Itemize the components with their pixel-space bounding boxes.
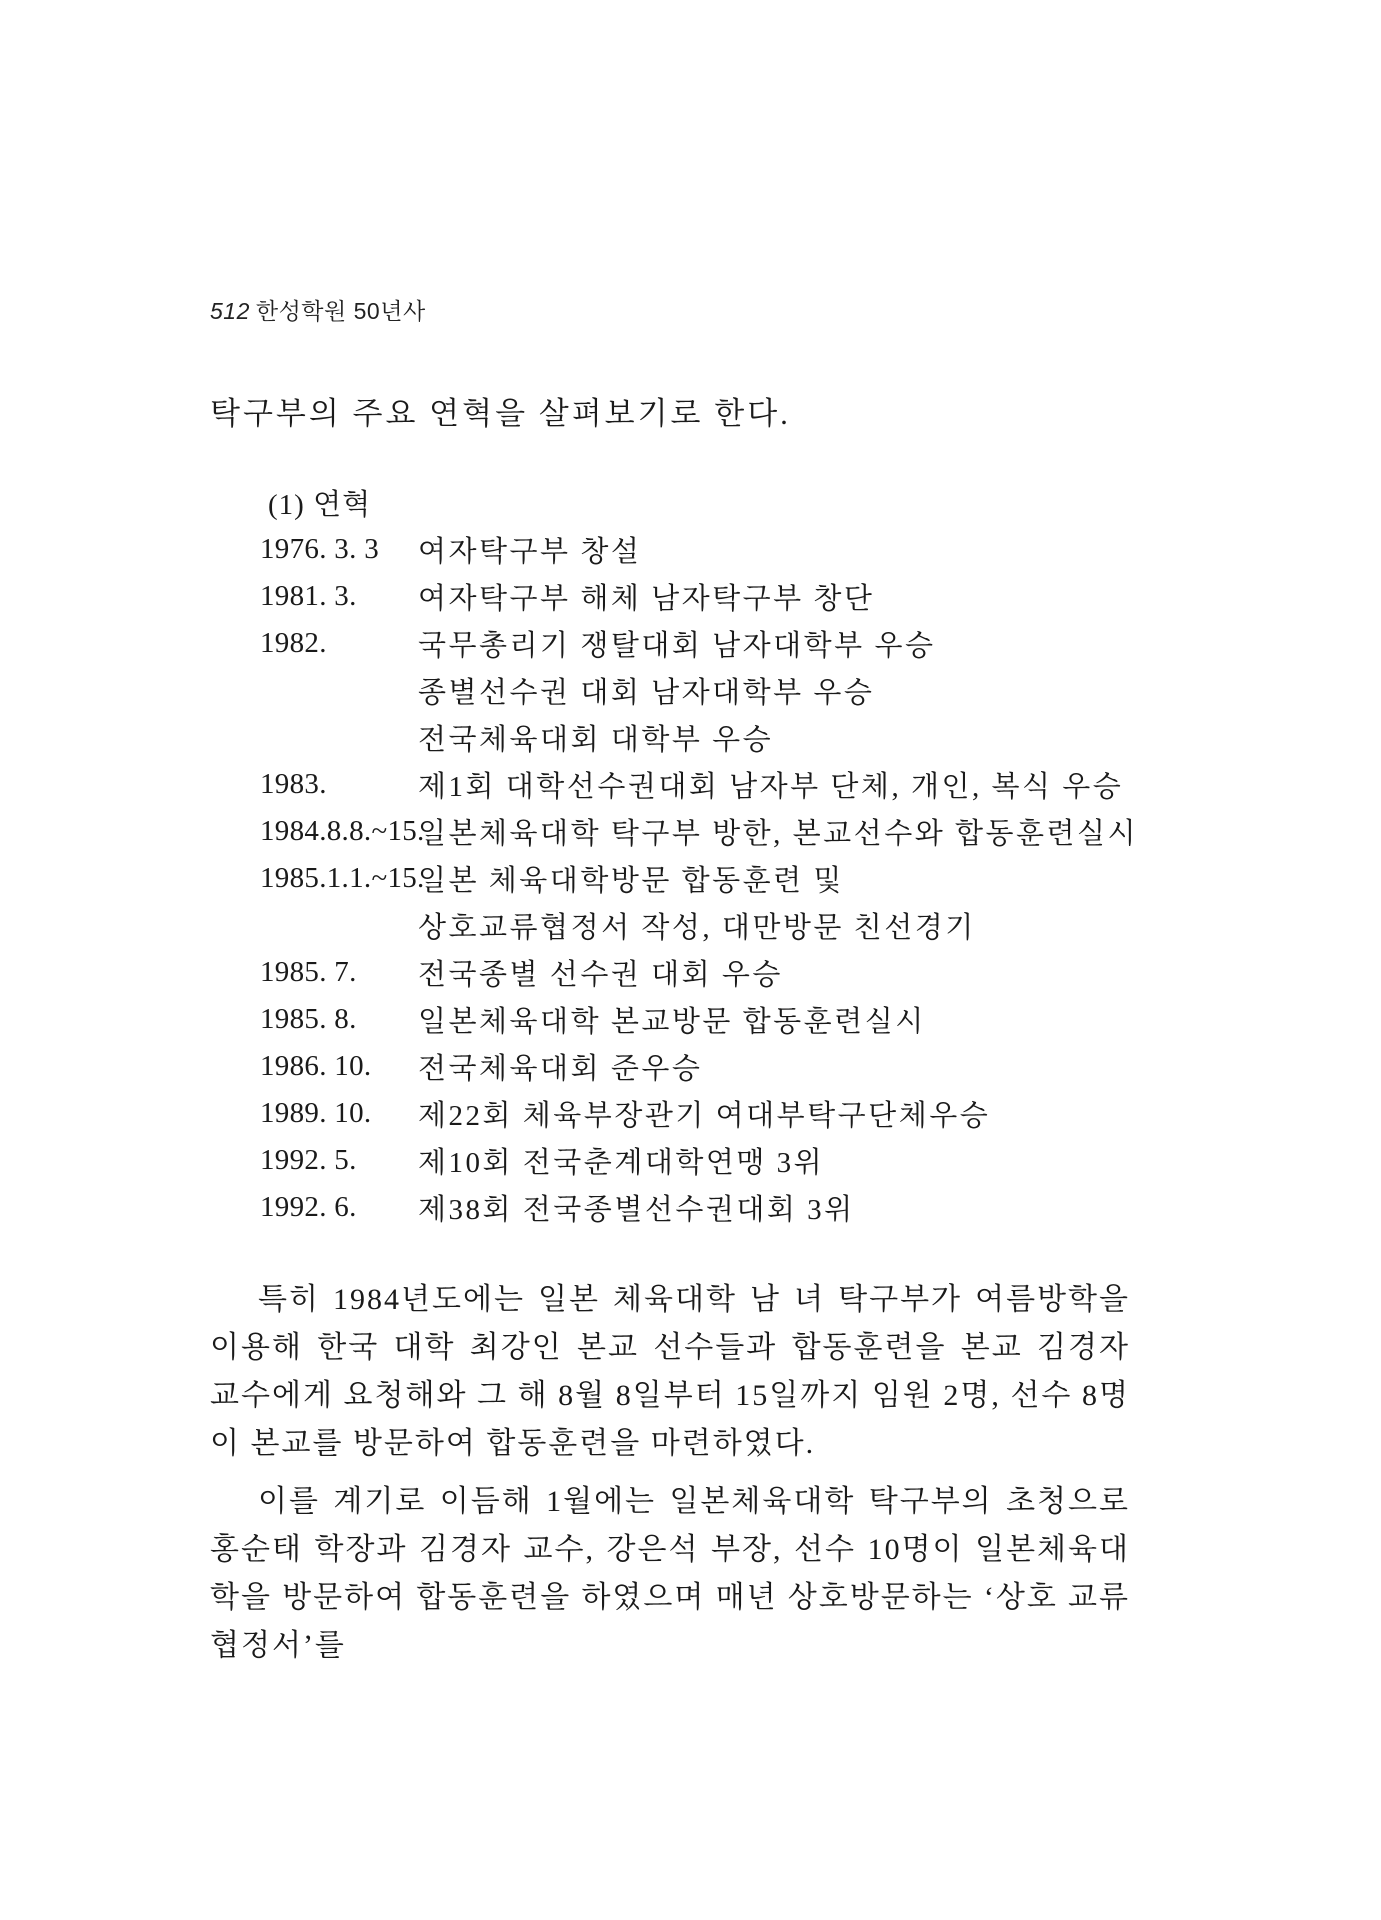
timeline-row xyxy=(260,667,1160,714)
timeline-event: 종별선수권 대회 남자대학부 우승 xyxy=(418,677,875,709)
timeline-row xyxy=(260,573,1160,620)
timeline-date: 1985. 7. xyxy=(260,956,357,988)
timeline-date: 1985.1.1.~15. xyxy=(260,862,425,894)
timeline-row xyxy=(260,620,1160,667)
timeline-row xyxy=(260,902,1160,949)
timeline-date: 1984.8.8.~15. xyxy=(260,815,425,847)
timeline-event: 전국종별 선수권 대회 우승 xyxy=(418,959,783,991)
timeline-date: 1976. 3. 3 xyxy=(260,533,379,565)
timeline-event: 여자탁구부 창설 xyxy=(418,536,642,568)
timeline-row xyxy=(260,855,1160,902)
timeline-event: 전국체육대회 대학부 우승 xyxy=(418,724,774,756)
timeline-event: 제10회 전국춘계대학연맹 3위 xyxy=(418,1147,825,1179)
timeline-date: 1982. xyxy=(260,627,327,659)
intro-sentence: 탁구부의 주요 연혁을 살펴보기로 한다. xyxy=(210,396,791,431)
timeline-row xyxy=(260,1137,1160,1184)
book-title: 한성학원 50년사 xyxy=(255,298,426,324)
timeline-date: 1992. 6. xyxy=(260,1191,357,1223)
timeline-date: 1989. 10. xyxy=(260,1097,372,1129)
timeline-date: 1986. 10. xyxy=(260,1050,372,1082)
timeline-row xyxy=(260,1043,1160,1090)
timeline-row xyxy=(260,949,1160,996)
timeline-row xyxy=(260,1090,1160,1137)
timeline-row xyxy=(260,808,1160,855)
timeline-event: 제22회 체육부장관기 여대부탁구단체우승 xyxy=(418,1100,991,1132)
timeline-event: 일본 체육대학방문 합동훈련 및 xyxy=(418,865,844,897)
body-text xyxy=(210,1276,1130,1680)
timeline-event: 일본체육대학 본교방문 합동훈련실시 xyxy=(418,1006,926,1038)
timeline-row xyxy=(260,526,1160,573)
timeline-event: 상호교류협정서 작성, 대만방문 친선경기 xyxy=(418,912,976,944)
timeline-row xyxy=(260,1184,1160,1231)
timeline-row xyxy=(260,761,1160,808)
paragraph: 이를 계기로 이듬해 1월에는 일본체육대학 탁구부의 초청으로 홍순태 학장과 김경자 교수, 강은석 부장, 선수 10명이 일본체육대학을 방문하여 합동훈련을 하였으며 매년 상호방문하는 ‘상호 교류 협정서’를 xyxy=(210,1485,1130,1662)
section-heading: (1) 연혁 xyxy=(268,489,372,521)
timeline-date: 1981. 3. xyxy=(260,580,357,612)
timeline-row xyxy=(260,996,1160,1043)
timeline-event: 제38회 전국종별선수권대회 3위 xyxy=(418,1194,855,1226)
timeline-date: 1985. 8. xyxy=(260,1003,357,1035)
timeline-date: 1983. xyxy=(260,768,327,800)
timeline-event: 국무총리기 쟁탈대회 남자대학부 우승 xyxy=(418,630,936,662)
timeline-event: 전국체육대회 준우승 xyxy=(418,1053,703,1085)
page-number: 512 xyxy=(210,298,250,324)
timeline-date: 1992. 5. xyxy=(260,1144,357,1176)
paragraph: 특히 1984년도에는 일본 체육대학 남 녀 탁구부가 여름방학을 이용해 한국 대학 최강인 본교 선수들과 합동훈련을 본교 김경자 교수에게 요청해와 그 해 8월 8일부터 15일까지 임원 2명, 선수 8명이 본교를 방문하여 합동훈련을 마련하였다. xyxy=(210,1283,1130,1460)
history-timeline xyxy=(260,526,1160,1231)
timeline-row xyxy=(260,714,1160,761)
timeline-event: 제1회 대학선수권대회 남자부 단체, 개인, 복식 우승 xyxy=(418,771,1124,803)
running-header xyxy=(210,293,426,326)
timeline-event: 여자탁구부 해체 남자탁구부 창단 xyxy=(418,583,875,615)
timeline-event: 일본체육대학 탁구부 방한, 본교선수와 합동훈련실시 xyxy=(418,818,1139,850)
